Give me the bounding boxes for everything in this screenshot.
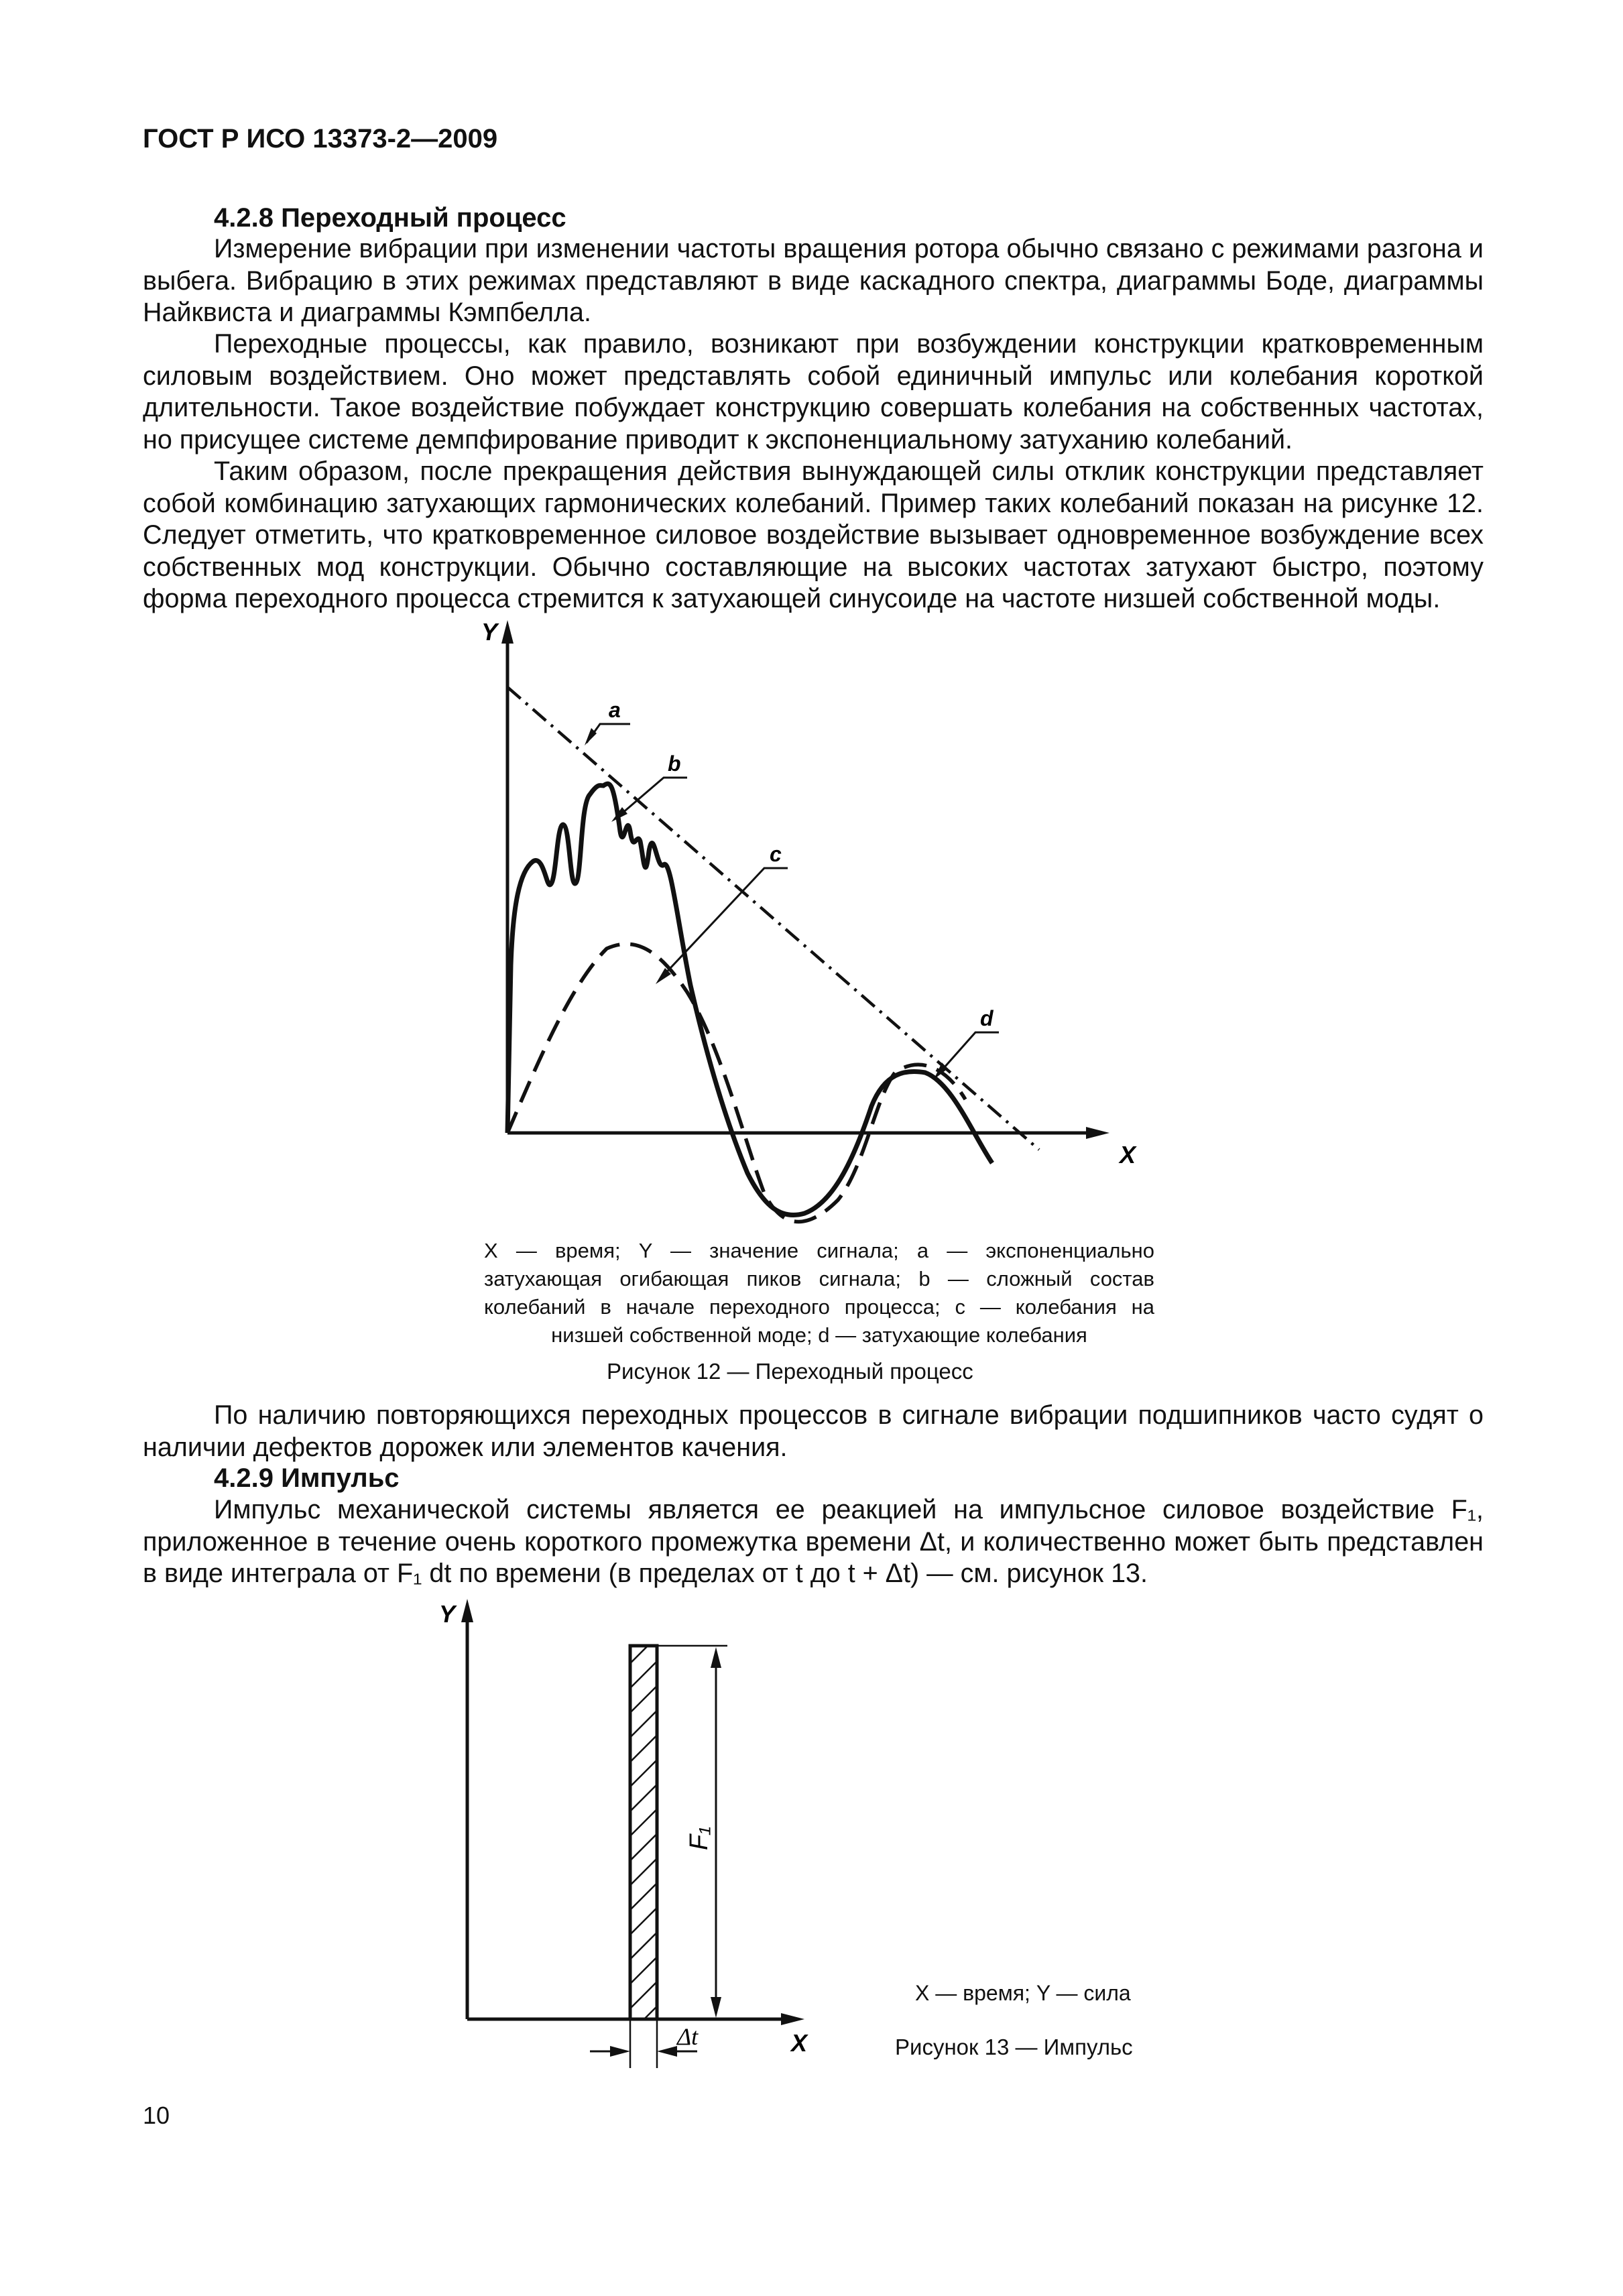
paragraph-4-2-9: Импульс механической системы является ее реакцией на импульсное силовое воздействие F₁, приложенное в течение очень короткого промежутка времени Δt, и количественно может быть представлен в виде интеграла от F₁ dt по времени (в пределах от t до t + Δt) — см. рисунок 13. <box>143 1495 1484 1588</box>
figure-13-title: Рисунок 13 — Импульс <box>895 2035 1133 2059</box>
f1-arrow-bottom <box>711 1997 721 2018</box>
figure-12-legend: X — время; Y — значение сигнала; a — экспоненциально затухающая огибающая пиков сигнала; b — сложный состав колебаний в начале переходного процесса; c — колебания на низшей собственной моде; d — затухающие колебания <box>484 1239 1154 1347</box>
curve-a-envelope <box>507 687 1039 1150</box>
label-d: d <box>980 1006 994 1030</box>
fig12-x-label: X <box>1120 1141 1136 1168</box>
dt-arrow-right <box>657 2046 677 2057</box>
fig12-x-arrow <box>1086 1127 1109 1139</box>
figure-13-legend: X — время; Y — сила <box>915 1981 1131 2005</box>
fig12-y-arrow <box>501 620 514 644</box>
figure-12-title: Рисунок 12 — Переходный процесс <box>607 1359 973 1384</box>
fig13-y-arrow <box>461 1599 473 1622</box>
leader-d <box>939 1032 999 1074</box>
page-number: 10 <box>143 2102 170 2129</box>
dt-label: Δt <box>677 2023 699 2050</box>
f1-arrow-top <box>711 1647 721 1668</box>
dt-arrow-left <box>610 2046 630 2057</box>
paragraph-4-2-8-3: Таким образом, после прекращения действия вынуждающей силы отклик конструкции представляет собой комбинацию затухающих гармонических колебаний. Пример таких колебаний показан на рисунке 12. Следует отметить, что кратковременное силовое воздействие вызывает одновременное возбуждение всех собственных мод конструкции. Обычно составляющие на высоких частотах затухают быстро, поэтому форма переходного процесса стремится к затухающей синусоиде на частоте низшей собственной моды. <box>143 457 1484 613</box>
label-b: b <box>668 751 681 776</box>
label-c: c <box>770 842 782 866</box>
document-header: ГОСТ Р ИСО 13373-2—2009 <box>143 124 498 154</box>
fig13-x-arrow <box>781 2013 804 2025</box>
f1-label: F₁ <box>685 1826 713 1850</box>
fig13-y-label: Y <box>439 1600 456 1628</box>
label-a: a <box>609 698 621 722</box>
curve-c-low-mode <box>507 944 965 1221</box>
fig13-x-label: X <box>791 2029 808 2057</box>
impulse-bar <box>630 1646 657 2019</box>
section-title-4-2-9: 4.2.9 Импульс <box>214 1463 400 1493</box>
paragraph-4-2-8-1: Измерение вибрации при изменении частоты вращения ротора обычно связано с режимами разгона и выбега. Вибрацию в этих режимах представляют в виде каскадного спектра, диаграммы Боде, диаграммы Найквиста и диаграммы Кэмпбелла. <box>143 234 1484 327</box>
leader-b <box>617 778 687 818</box>
paragraph-4-2-8-2: Переходные процессы, как правило, возникают при возбуждении конструкции кратковременным силовым воздействием. Оно может представлять собой единичный импульс или колебания короткой длительности. Такое воздействие побуждает конструкцию совершать колебания на собственных частотах, но присущее системе демпфирование приводит к экспоненциальному затуханию колебаний. <box>143 329 1484 455</box>
paragraph-after-figure-12: По наличию повторяющихся переходных процессов в сигнале вибрации подшипников часто судят о наличии дефектов дорожек или элементов качения. <box>143 1400 1484 1462</box>
section-title-4-2-8: 4.2.8 Переходный процесс <box>214 203 566 233</box>
fig12-y-label: Y <box>481 618 498 646</box>
